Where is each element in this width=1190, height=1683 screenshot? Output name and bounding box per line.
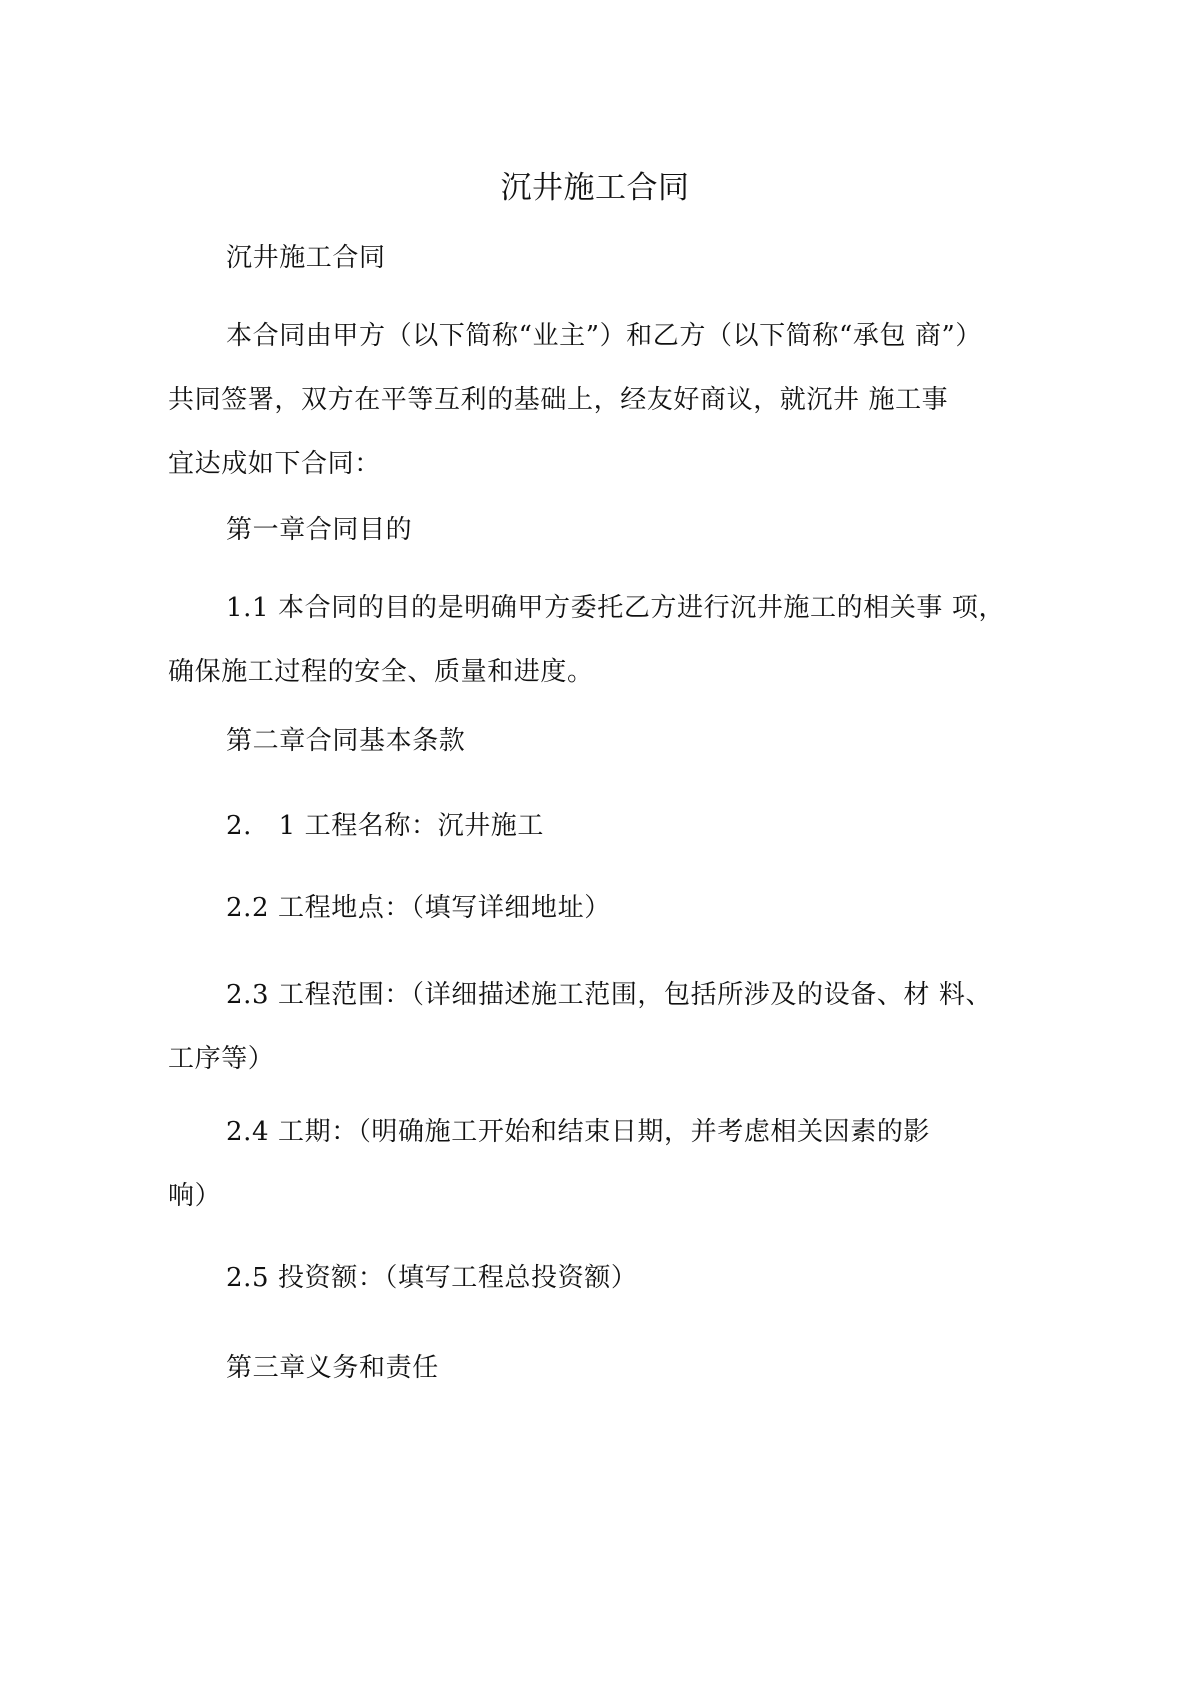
chapter-1-heading-text: 第一章合同目的 <box>226 515 413 545</box>
clause-2-5 <box>168 1246 1048 1310</box>
clause-2-4 <box>168 1100 1048 1228</box>
clause-1-1-line-1: 1.1 本合同的目的是明确甲方委托乙方进行沉井施工的相关事 项， <box>226 593 1006 623</box>
chapter-2-heading-text: 第二章合同基本条款 <box>226 726 466 756</box>
subtitle-text: 沉井施工合同 <box>226 243 386 273</box>
chapter-3-heading <box>168 1336 1048 1400</box>
intro-line-1: 本合同由甲方（以下简称“业主”）和乙方（以下简称“承包 商”） <box>226 321 983 351</box>
clause-2-4-line-1: 2.4 工期：（明确施工开始和结束日期，并考虑相关因素的影 <box>226 1117 931 1147</box>
clause-2-1-text: 2. 1 工程名称：沉井施工 <box>226 811 545 841</box>
chapter-2-heading <box>168 709 1048 773</box>
clause-2-1 <box>168 794 1048 858</box>
document-subtitle <box>168 226 1048 290</box>
clause-1-1-line-2: 确保施工过程的安全、质量和进度。 <box>168 657 594 687</box>
document-title: 沉井施工合同 <box>500 170 690 206</box>
clause-2-4-line-2: 响） <box>168 1181 222 1211</box>
clause-2-3-line-1: 2.3 工程范围：（详细描述施工范围，包括所涉及的设备、材 料、 <box>226 980 993 1010</box>
clause-2-3-line-2: 工序等） <box>168 1044 275 1074</box>
chapter-3-heading-text: 第三章义务和责任 <box>226 1353 439 1383</box>
clause-2-2-text: 2.2 工程地点：（填写详细地址） <box>226 893 611 923</box>
clause-2-2 <box>168 876 1048 940</box>
intro-line-3: 宜达成如下合同： <box>168 449 381 479</box>
intro-line-2: 共同签署，双方在平等互利的基础上，经友好商议，就沉井 施工事 <box>168 385 949 415</box>
clause-1-1 <box>168 576 1048 704</box>
chapter-1-heading <box>168 498 1048 562</box>
clause-2-5-text: 2.5 投资额：（填写工程总投资额） <box>226 1263 638 1293</box>
clause-2-3 <box>168 963 1048 1091</box>
intro-paragraph <box>168 304 1048 496</box>
